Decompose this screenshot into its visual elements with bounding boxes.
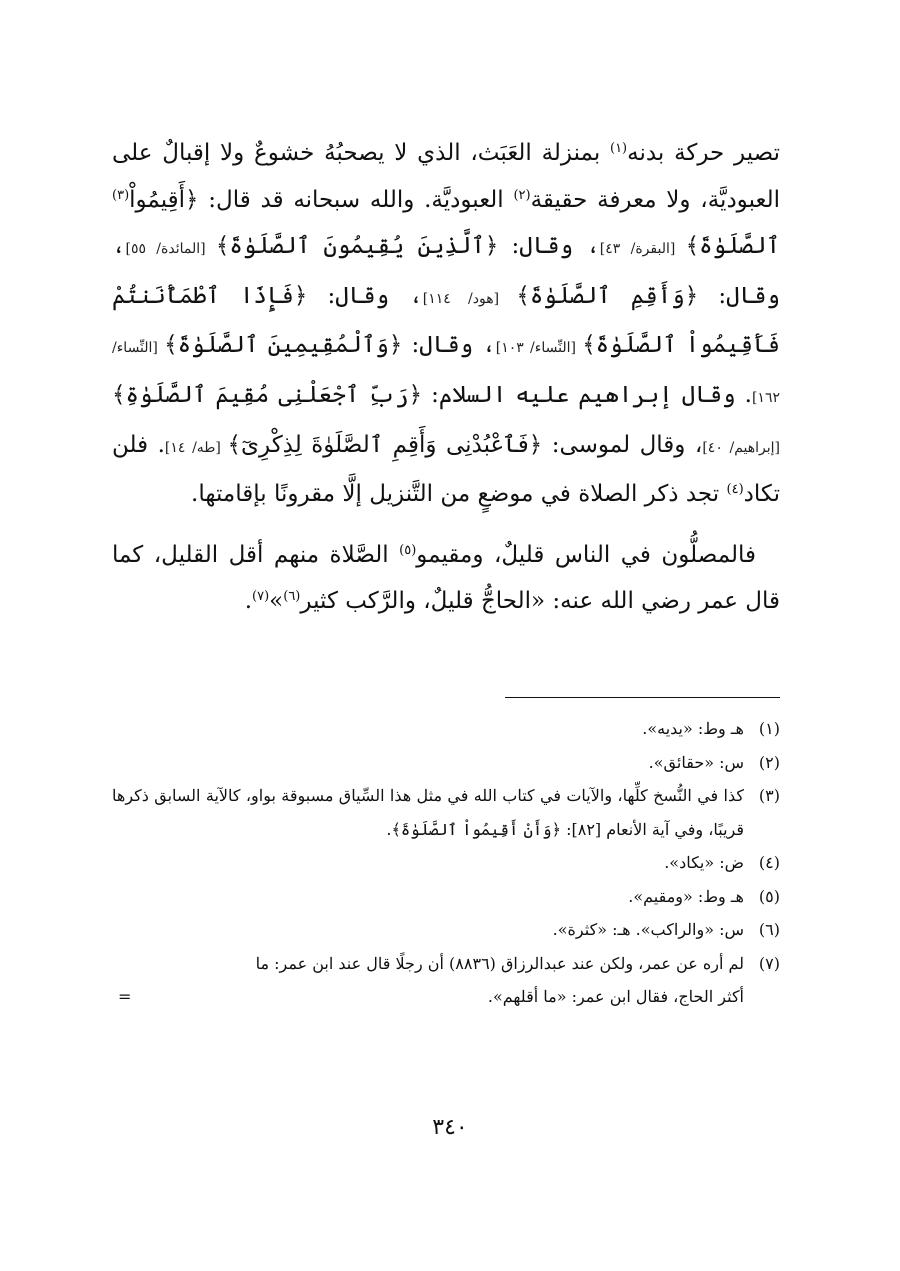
paragraph-1	[112, 130, 780, 518]
footnote-ref-6[interactable]: (٦)	[283, 589, 301, 605]
quran-verse: ﴿وَٱلْمُقِيمِينَ ٱلصَّلَوٰةَ﴾	[164, 332, 403, 359]
footnote-5	[112, 880, 780, 914]
footnote-text: ض: «يكاد».	[664, 853, 744, 872]
verse-reference: [البقرة/ ٤٣]	[599, 241, 686, 258]
footnote-4	[112, 846, 780, 880]
quran-verse: ﴿فَإِذَا ٱطْمَأْنَنتُمْ فَأَقِيمُواْ ٱلصَّلَوٰةَ﴾	[112, 282, 780, 359]
footnote-ref-1[interactable]: (١)	[609, 141, 628, 156]
text-run: ، وقال:	[112, 233, 780, 309]
verse-reference: [المائدة/ ٥٥]	[125, 241, 216, 258]
footnote-number: (٧)	[758, 953, 780, 973]
footnote-7	[112, 947, 780, 1014]
body-text	[112, 130, 780, 625]
footnote-ref-2[interactable]: (٢)	[513, 187, 531, 203]
text-run: ، وقال:	[307, 282, 423, 309]
text-run: بمنزلة العَبَث، الذي لا يصحبُهُ خشوعٌ ولا إقبالٌ على العبوديَّة، ولا معرفة حقيقة	[112, 140, 780, 213]
footnote-text: كذا في النُّسخ كلِّها، والآيات في كتاب الله في مثل هذا السِّياق مسبوقة بواو، كالآية السابق ذكرها قريبًا، وفي آية الأنعام [٨٢]: ﴿وَأَنْ أَقِيمُواْ ٱلصَّلَوٰةَ﴾.	[112, 786, 744, 839]
quran-verse: ﴿أَقِيمُواْ	[129, 186, 199, 213]
text-run: الصَّلاة منهم أقل القليل، كما قال عمر رضي الله عنه: «الحاجُّ قليلٌ، والرَّكب كثير	[112, 541, 780, 615]
quran-verse: ﴿رَبِّ ٱجْعَلْنِى مُقِيمَ ٱلصَّلَوٰةِ﴾	[112, 381, 423, 408]
footnote-text: س: «حقائق».	[648, 752, 744, 772]
footnotes	[112, 712, 780, 1014]
paragraph-2	[112, 532, 780, 625]
footnote-2	[112, 746, 780, 780]
continuation-mark: =	[118, 987, 132, 1006]
page-number: ٣٤٠	[432, 1115, 468, 1140]
footnote-1	[112, 712, 780, 746]
footnote-body	[112, 947, 744, 1014]
text-run: ، وقال:	[402, 332, 496, 359]
footnote-ref-3[interactable]: (٣)	[112, 187, 130, 203]
text-run: العبوديَّة. والله سبحانه قد قال:	[198, 186, 514, 213]
quran-verse: ﴿ٱلَّذِينَ يُقِيمُونَ ٱلصَّلَوٰةَ﴾	[215, 233, 499, 260]
footnote-divider	[505, 697, 780, 698]
footnote-number: (٦)	[758, 920, 780, 939]
text-run: تصير حركة بدنه	[627, 140, 780, 166]
footnote-text-continued: أكثر الحاج، فقال ابن عمر: «ما أقلهم».	[487, 987, 744, 1006]
footnote-text: س: «والراكب». هـ: «كثرة».	[552, 920, 744, 939]
text-run: .	[244, 588, 253, 615]
main-text	[112, 130, 780, 625]
text-run: . فلن تكاد	[112, 431, 780, 508]
quran-verse: ٱلصَّلَوٰةَ﴾	[685, 233, 780, 260]
footnote-number: (٣)	[758, 786, 780, 805]
footnote-number: (٢)	[758, 752, 780, 772]
text-run: تجد ذكر الصلاة في موضعٍ من التَّنزيل إلَّا مقرونًا بإقامتها.	[191, 481, 727, 508]
footnote-ref-5[interactable]: (٥)	[399, 542, 417, 558]
footnote-ref-4[interactable]: (٤)	[726, 482, 744, 498]
footnote-text: لم أره عن عمر، ولكن عند عبدالرزاق (٨٨٣٦) أن رجلًا قال عند ابن عمر: ما	[255, 953, 744, 973]
footnote-number: (٤)	[758, 853, 780, 872]
verse-reference: [طه/ ١٤]	[164, 439, 228, 456]
footnote-continuation	[112, 980, 744, 1014]
footnote-ref-7[interactable]: (٧)	[252, 589, 270, 605]
quran-verse: ﴿فَٱعْبُدْنِى وَأَقِمِ ٱلصَّلَوٰةَ لِذِكْرِىٓ﴾	[227, 431, 543, 458]
footnote-number: (٥)	[758, 886, 780, 906]
footnote-text: هـ وط: «ومقيم».	[628, 886, 744, 906]
quran-verse: ﴿وَأَقِمِ ٱلصَّلَوٰةَ﴾	[516, 282, 699, 309]
footnote-text: هـ وط: «يديه».	[642, 719, 744, 738]
footnote-number: (١)	[758, 719, 780, 738]
verse-reference: [هود/ ١١٤]	[422, 290, 517, 307]
footnote-3	[112, 779, 780, 846]
text-run: فالمصلُّون في الناس قليلٌ، ومقيمو	[416, 541, 756, 568]
text-run: ، وقال:	[498, 233, 600, 260]
footnote-6	[112, 913, 780, 947]
text-run: ، وقال لموسى:	[542, 431, 703, 458]
verse-reference: [النِّساء/ ١٠٣]	[495, 340, 583, 357]
text-run: »	[269, 588, 284, 615]
verse-reference: [النِّساء/ ١٦٢]	[112, 340, 780, 406]
verse-reference: [إبراهيم/ ٤٠]	[702, 439, 780, 456]
text-run: . وقال إبراهيم عليه السلام:	[422, 381, 752, 408]
